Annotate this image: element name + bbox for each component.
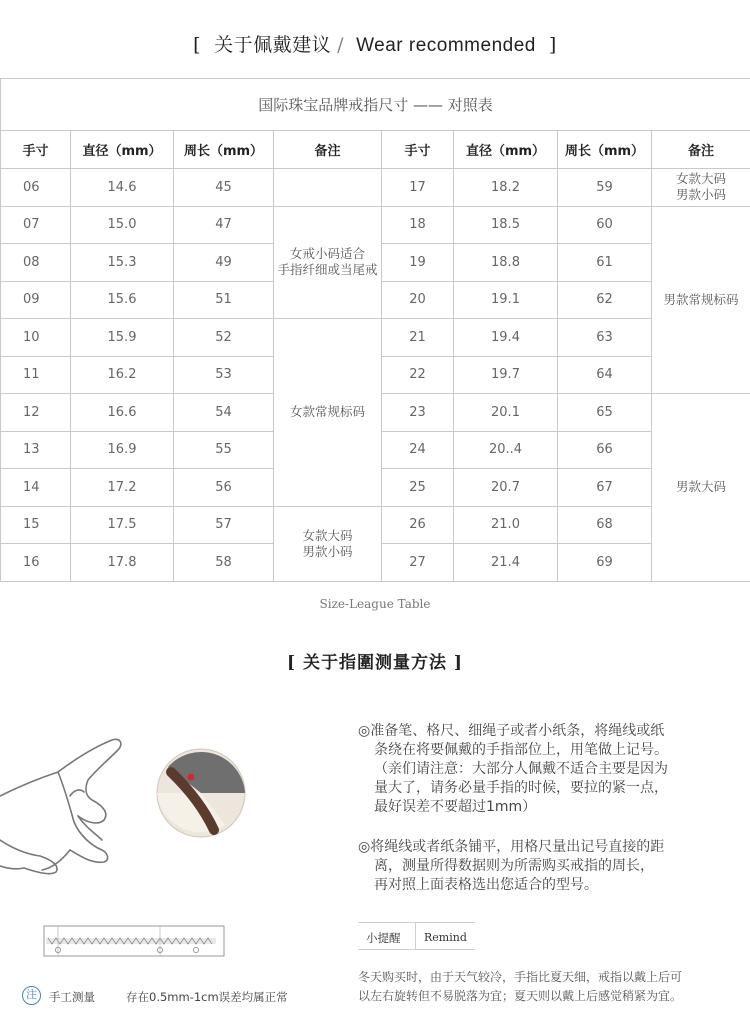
col-header-note: 备注 [274, 131, 382, 169]
size-cell: 09 [1, 281, 71, 319]
circumference-cell: 65 [558, 394, 652, 432]
table-row [1, 506, 750, 544]
diameter-cell: 19.7 [454, 356, 558, 394]
diameter-cell: 21.4 [454, 544, 558, 582]
col-header-diameter: 直径（mm） [71, 131, 174, 169]
page-title: [ 关于佩戴建议 / Wear recommended ] [193, 34, 557, 56]
diameter-cell: 18.8 [454, 244, 558, 282]
col-header-size: 手寸 [382, 131, 454, 169]
table-footer-caption: Size-League Table [319, 597, 431, 611]
circumference-cell: 67 [558, 469, 652, 507]
measurement-illustration [0, 700, 340, 980]
bottom-note-text: 存在0.5mm-1cm误差均属正常 [126, 990, 288, 1004]
left-note-cell [274, 169, 382, 207]
circumference-cell: 47 [174, 206, 274, 244]
table-row [1, 206, 750, 244]
size-cell: 23 [382, 394, 454, 432]
remind-label-zh: 小提醒 [366, 931, 401, 945]
right-note-cell [652, 394, 750, 582]
measure-section-title: [ 关于指圍测量方法 ] [287, 653, 463, 673]
note-line: 男款大码 [676, 479, 727, 495]
diameter-cell: 20.7 [454, 469, 558, 507]
circumference-cell: 53 [174, 356, 274, 394]
diameter-cell: 18.5 [454, 206, 558, 244]
table-row [1, 319, 750, 357]
size-cell: 16 [1, 544, 71, 582]
circumference-cell: 49 [174, 244, 274, 282]
diameter-cell: 16.6 [71, 394, 174, 432]
size-cell: 25 [382, 469, 454, 507]
col-header-circumference: 周长（mm） [174, 131, 274, 169]
left-note-cell [274, 506, 382, 581]
diameter-cell: 18.2 [454, 169, 558, 207]
ruler-icon [44, 926, 224, 956]
diameter-cell: 15.0 [71, 206, 174, 244]
size-cell: 13 [1, 431, 71, 469]
size-cell: 06 [1, 169, 71, 207]
col-header-note: 备注 [652, 131, 750, 169]
measure-step-1: ◎准备笔、格尺、细绳子或者小纸条，将绳线或纸 条绕在将要佩戴的手指部位上，用笔做上记号。 （亲们请注意：大部分人佩戴不适合主要是因为 量大了，请务必量手指的时候，要拉的紧一点， 最好误差不要超过1mm） [358, 723, 668, 815]
diameter-cell: 16.9 [71, 431, 174, 469]
circumference-cell: 60 [558, 206, 652, 244]
diameter-cell: 14.6 [71, 169, 174, 207]
size-cell: 21 [382, 319, 454, 357]
size-cell: 18 [382, 206, 454, 244]
note-line: 男款小码 [676, 187, 727, 203]
ring-size-table [0, 78, 750, 582]
size-cell: 15 [1, 506, 71, 544]
size-cell: 08 [1, 244, 71, 282]
diameter-cell: 16.2 [71, 356, 174, 394]
diameter-cell: 20.1 [454, 394, 558, 432]
col-header-circumference: 周长（mm） [558, 131, 652, 169]
note-line: 女款大码 [676, 171, 727, 187]
size-cell: 19 [382, 244, 454, 282]
circumference-cell: 57 [174, 506, 274, 544]
left-note-cell [274, 206, 382, 319]
circumference-cell: 61 [558, 244, 652, 282]
diameter-cell: 15.3 [71, 244, 174, 282]
circumference-cell: 56 [174, 469, 274, 507]
diameter-cell: 15.9 [71, 319, 174, 357]
note-line: 女款大码 [302, 527, 353, 543]
table-caption: 国际珠宝品牌戒指尺寸 —— 对照表 [1, 79, 750, 131]
diameter-cell: 19.1 [454, 281, 558, 319]
diameter-cell: 19.4 [454, 319, 558, 357]
diameter-cell: 15.6 [71, 281, 174, 319]
size-cell: 20 [382, 281, 454, 319]
size-cell: 24 [382, 431, 454, 469]
circumference-cell: 59 [558, 169, 652, 207]
right-note-cell [652, 169, 750, 207]
circumference-cell: 55 [174, 431, 274, 469]
size-cell: 12 [1, 394, 71, 432]
note-line: 手指纤细或当尾戒 [277, 262, 378, 278]
title-zh: 关于佩戴建议 [214, 34, 332, 56]
hand-icon [0, 739, 121, 873]
left-note-cell [274, 319, 382, 507]
diameter-cell: 17.8 [71, 544, 174, 582]
size-cell: 10 [1, 319, 71, 357]
diameter-cell: 21.0 [454, 506, 558, 544]
bottom-note-label: 手工测量 [49, 990, 95, 1004]
col-header-diameter: 直径（mm） [454, 131, 558, 169]
diameter-cell: 17.2 [71, 469, 174, 507]
remind-label [358, 922, 475, 950]
size-cell: 17 [382, 169, 454, 207]
circumference-cell: 63 [558, 319, 652, 357]
title-en: Wear recommended [356, 35, 536, 56]
note-line: 女款常规标码 [289, 404, 365, 420]
circumference-cell: 68 [558, 506, 652, 544]
note-icon: 注 [22, 986, 41, 1005]
size-cell: 07 [1, 206, 71, 244]
circumference-cell: 69 [558, 544, 652, 582]
marker-dot [188, 774, 195, 781]
remind-label-en: Remind [424, 931, 467, 944]
diameter-cell: 20..4 [454, 431, 558, 469]
measure-step-2: ◎将绳线或者纸条铺平，用格尺量出记号直接的距 离，测量所得数据则为所需购买戒指的周长， 再对照上面表格选出您适合的型号。 [358, 839, 665, 893]
size-cell: 27 [382, 544, 454, 582]
circumference-cell: 45 [174, 169, 274, 207]
circumference-cell: 51 [174, 281, 274, 319]
table-row [1, 169, 750, 207]
circumference-cell: 64 [558, 356, 652, 394]
note-line: 男款小码 [302, 543, 353, 559]
circumference-cell: 62 [558, 281, 652, 319]
circumference-cell: 54 [174, 394, 274, 432]
size-cell: 22 [382, 356, 454, 394]
size-cell: 11 [1, 356, 71, 394]
diameter-cell: 17.5 [71, 506, 174, 544]
circumference-cell: 66 [558, 431, 652, 469]
right-note-cell [652, 206, 750, 394]
title-divider: / [337, 34, 345, 56]
size-cell: 14 [1, 469, 71, 507]
size-cell: 26 [382, 506, 454, 544]
circumference-cell: 58 [174, 544, 274, 582]
col-header-size: 手寸 [1, 131, 71, 169]
remind-text: 冬天购买时，由于天气较冷，手指比夏天细，戒指以戴上后可 以左右旋转但不易脱落为宜；夏天则以戴上后感觉稍紧为宜。 [358, 970, 683, 1003]
circumference-cell: 52 [174, 319, 274, 357]
note-line: 男款常规标码 [663, 291, 739, 307]
note-line: 女戒小码适合 [289, 246, 365, 262]
remind-divider [415, 923, 416, 949]
